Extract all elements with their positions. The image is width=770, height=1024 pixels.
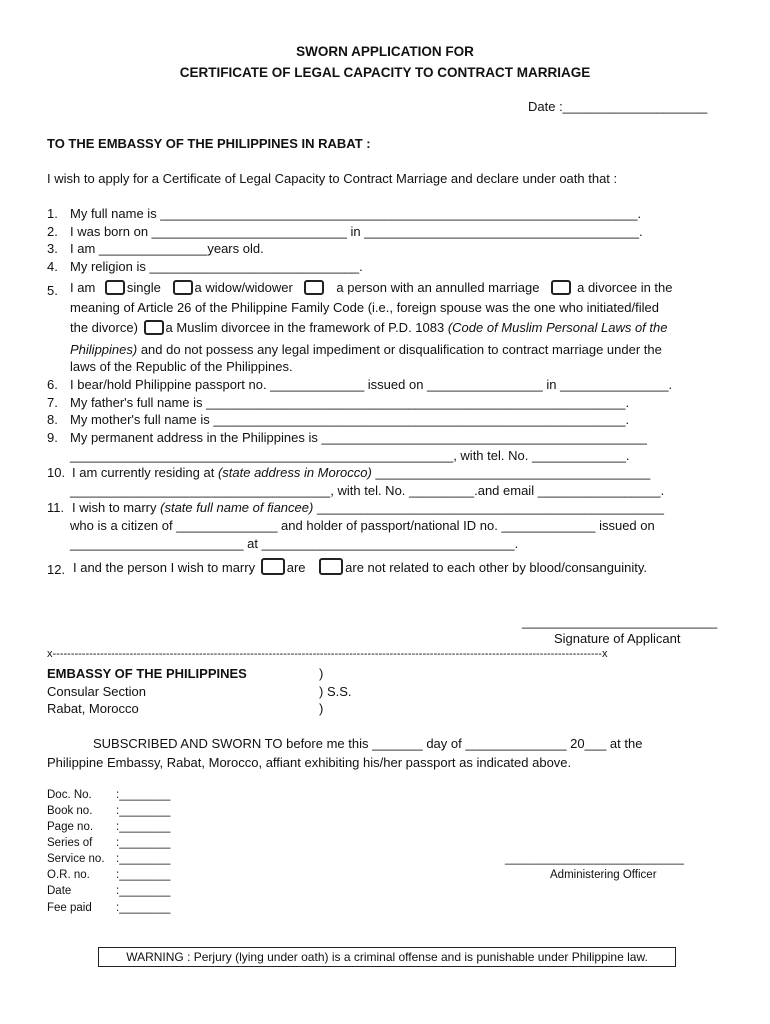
item5-text: the divorce) [70,320,138,335]
form-title: SWORN APPLICATION FOR [296,44,474,59]
item-number: 9. [47,430,58,445]
record-doc-value[interactable]: :________ [116,789,171,801]
option-divorcee: a divorcee in the [577,280,673,295]
item11-text: I wish to marry [72,500,161,515]
venue-section: Consular Section [47,684,146,699]
record-page-value[interactable]: :________ [116,821,171,833]
item10-blank: ______________________________________ [371,465,651,480]
intro-text: I wish to apply for a Certificate of Legal Capacity to Contract Marriage and declare under oath that : [47,171,618,186]
item5-text: and do not possess any legal impediment or disqualification to contract marriage under the [137,342,662,357]
ph-tel-field[interactable]: _____________________________________________________, with tel. No. _____________. [70,448,630,463]
form-subtitle: CERTIFICATE OF LEGAL CAPACITY TO CONTRACT MARRIAGE [179,65,591,80]
item5-italic: (Code of Muslim Personal Laws of the [447,320,668,335]
option-related: are [286,560,306,575]
item11-italic: (state full name of fiancee) [160,500,314,515]
father-name-field[interactable]: My father's full name is __________________________________________________________. [70,395,630,410]
item10-text: I am currently residing at [72,465,218,480]
item5-italic: Philippines) [70,342,138,357]
date-field[interactable]: Date :____________________ [528,99,708,114]
mother-name-field[interactable]: My mother's full name is _________________________________________________________. [70,412,630,427]
item12-text: I and the person I wish to marry [73,560,256,575]
item5-line3 [70,320,667,335]
fiancee-id-field[interactable]: who is a citizen of ______________ and holder of passport/national ID no. _____________ issued on [70,518,655,533]
checkbox-annulled[interactable] [304,280,324,295]
option-muslim-divorcee: a Muslim divorcee in the framework of P.D. 1083 [165,320,448,335]
venue-paren: ) [319,701,324,716]
item11-blank: ________________________________________________ [313,500,664,515]
option-single: single [126,280,161,295]
record-doc-label: Doc. No. [47,789,92,801]
checkbox-related[interactable] [261,558,285,575]
birth-field[interactable]: I was born on ___________________________ in ______________________________________. [70,224,643,239]
record-service-label: Service no. [47,853,105,865]
item-number: 3. [47,241,58,256]
item10-italic: (state address in Morocco) [217,465,372,480]
officer-label: Administering Officer [550,869,657,881]
civil-status-line [70,280,673,295]
fiancee-issue-field[interactable]: ________________________ at ___________________________________. [70,536,519,551]
venue-paren: ) [319,666,324,681]
record-or-value[interactable]: :________ [116,869,171,881]
morocco-contact-field[interactable]: ____________________________________, with tel. No. _________.and email _________________. [70,483,665,498]
record-book-value[interactable]: :________ [116,805,171,817]
item5-line5: laws of the Republic of the Philippines. [70,359,293,374]
civil-status-label: I am [70,280,96,295]
checkbox-divorcee[interactable] [551,280,571,295]
applicant-signature-line[interactable]: ___________________________ [522,614,718,629]
record-series-value[interactable]: :________ [116,837,171,849]
venue-embassy: EMBASSY OF THE PHILIPPINES [47,666,247,681]
fiancee-name-field[interactable] [72,500,664,515]
record-fee-value[interactable]: :________ [116,902,171,914]
record-date-label: Date [47,885,72,897]
relation-line [73,558,647,575]
item-number: 2. [47,224,58,239]
cut-separator: x------------------------------------------------------------------------------------------------------------------------------------------------------x [47,648,608,660]
item-number: 8. [47,412,58,427]
record-fee-label: Fee paid [47,902,92,914]
item-number: 1. [47,206,58,221]
addressee: TO THE EMBASSY OF THE PHILIPPINES IN RABAT : [47,136,371,151]
checkbox-single[interactable] [105,280,125,295]
item-number: 12. [47,562,66,577]
checkbox-widow[interactable] [173,280,193,295]
checkbox-not-related[interactable] [319,558,343,575]
age-field[interactable]: I am _______________years old. [70,241,264,256]
item5-line4 [70,342,662,357]
checkbox-muslim-divorcee[interactable] [144,320,164,335]
option-annulled: a person with an annulled marriage [336,280,540,295]
officer-signature-line[interactable]: ____________________________ [505,853,685,865]
item-number: 7. [47,395,58,410]
jurat-line2: Philippine Embassy, Rabat, Morocco, affiant exhibiting his/her passport as indicated above. [47,755,572,770]
record-book-label: Book no. [47,805,93,817]
item-number: 6. [47,377,58,392]
venue-city: Rabat, Morocco [47,701,139,716]
morocco-address-field[interactable] [72,465,650,480]
item-number: 11. [47,500,65,515]
item-number: 4. [47,259,58,274]
passport-field[interactable]: I bear/hold Philippine passport no. _____________ issued on ________________ in _______________. [70,377,673,392]
record-page-label: Page no. [47,821,94,833]
item-number: 5. [47,283,58,298]
full-name-field[interactable]: My full name is __________________________________________________________________. [70,206,642,221]
religion-field[interactable]: My religion is _____________________________. [70,259,363,274]
option-not-related: are not related to each other by blood/consanguinity. [345,560,647,575]
item-number: 10. [47,465,66,480]
record-service-value[interactable]: :________ [116,853,171,865]
record-series-label: Series of [47,837,93,849]
ph-address-field[interactable]: My permanent address in the Philippines is _____________________________________________ [70,430,647,445]
jurat-line1[interactable]: SUBSCRIBED AND SWORN TO before me this _______ day of ______________ 20___ at the [93,736,643,751]
venue-ss: ) S.S. [319,684,352,699]
record-or-label: O.R. no. [47,869,90,881]
option-widow: a widow/widower [194,280,293,295]
item5-line2: meaning of Article 26 of the Philippine Family Code (i.e., foreign spouse was the one who initiated/filed [70,300,659,315]
record-date-value[interactable]: :________ [116,885,171,897]
perjury-warning: WARNING : Perjury (lying under oath) is a criminal offense and is punishable under Philippine law. [98,947,676,967]
applicant-signature-label: Signature of Applicant [554,631,681,646]
